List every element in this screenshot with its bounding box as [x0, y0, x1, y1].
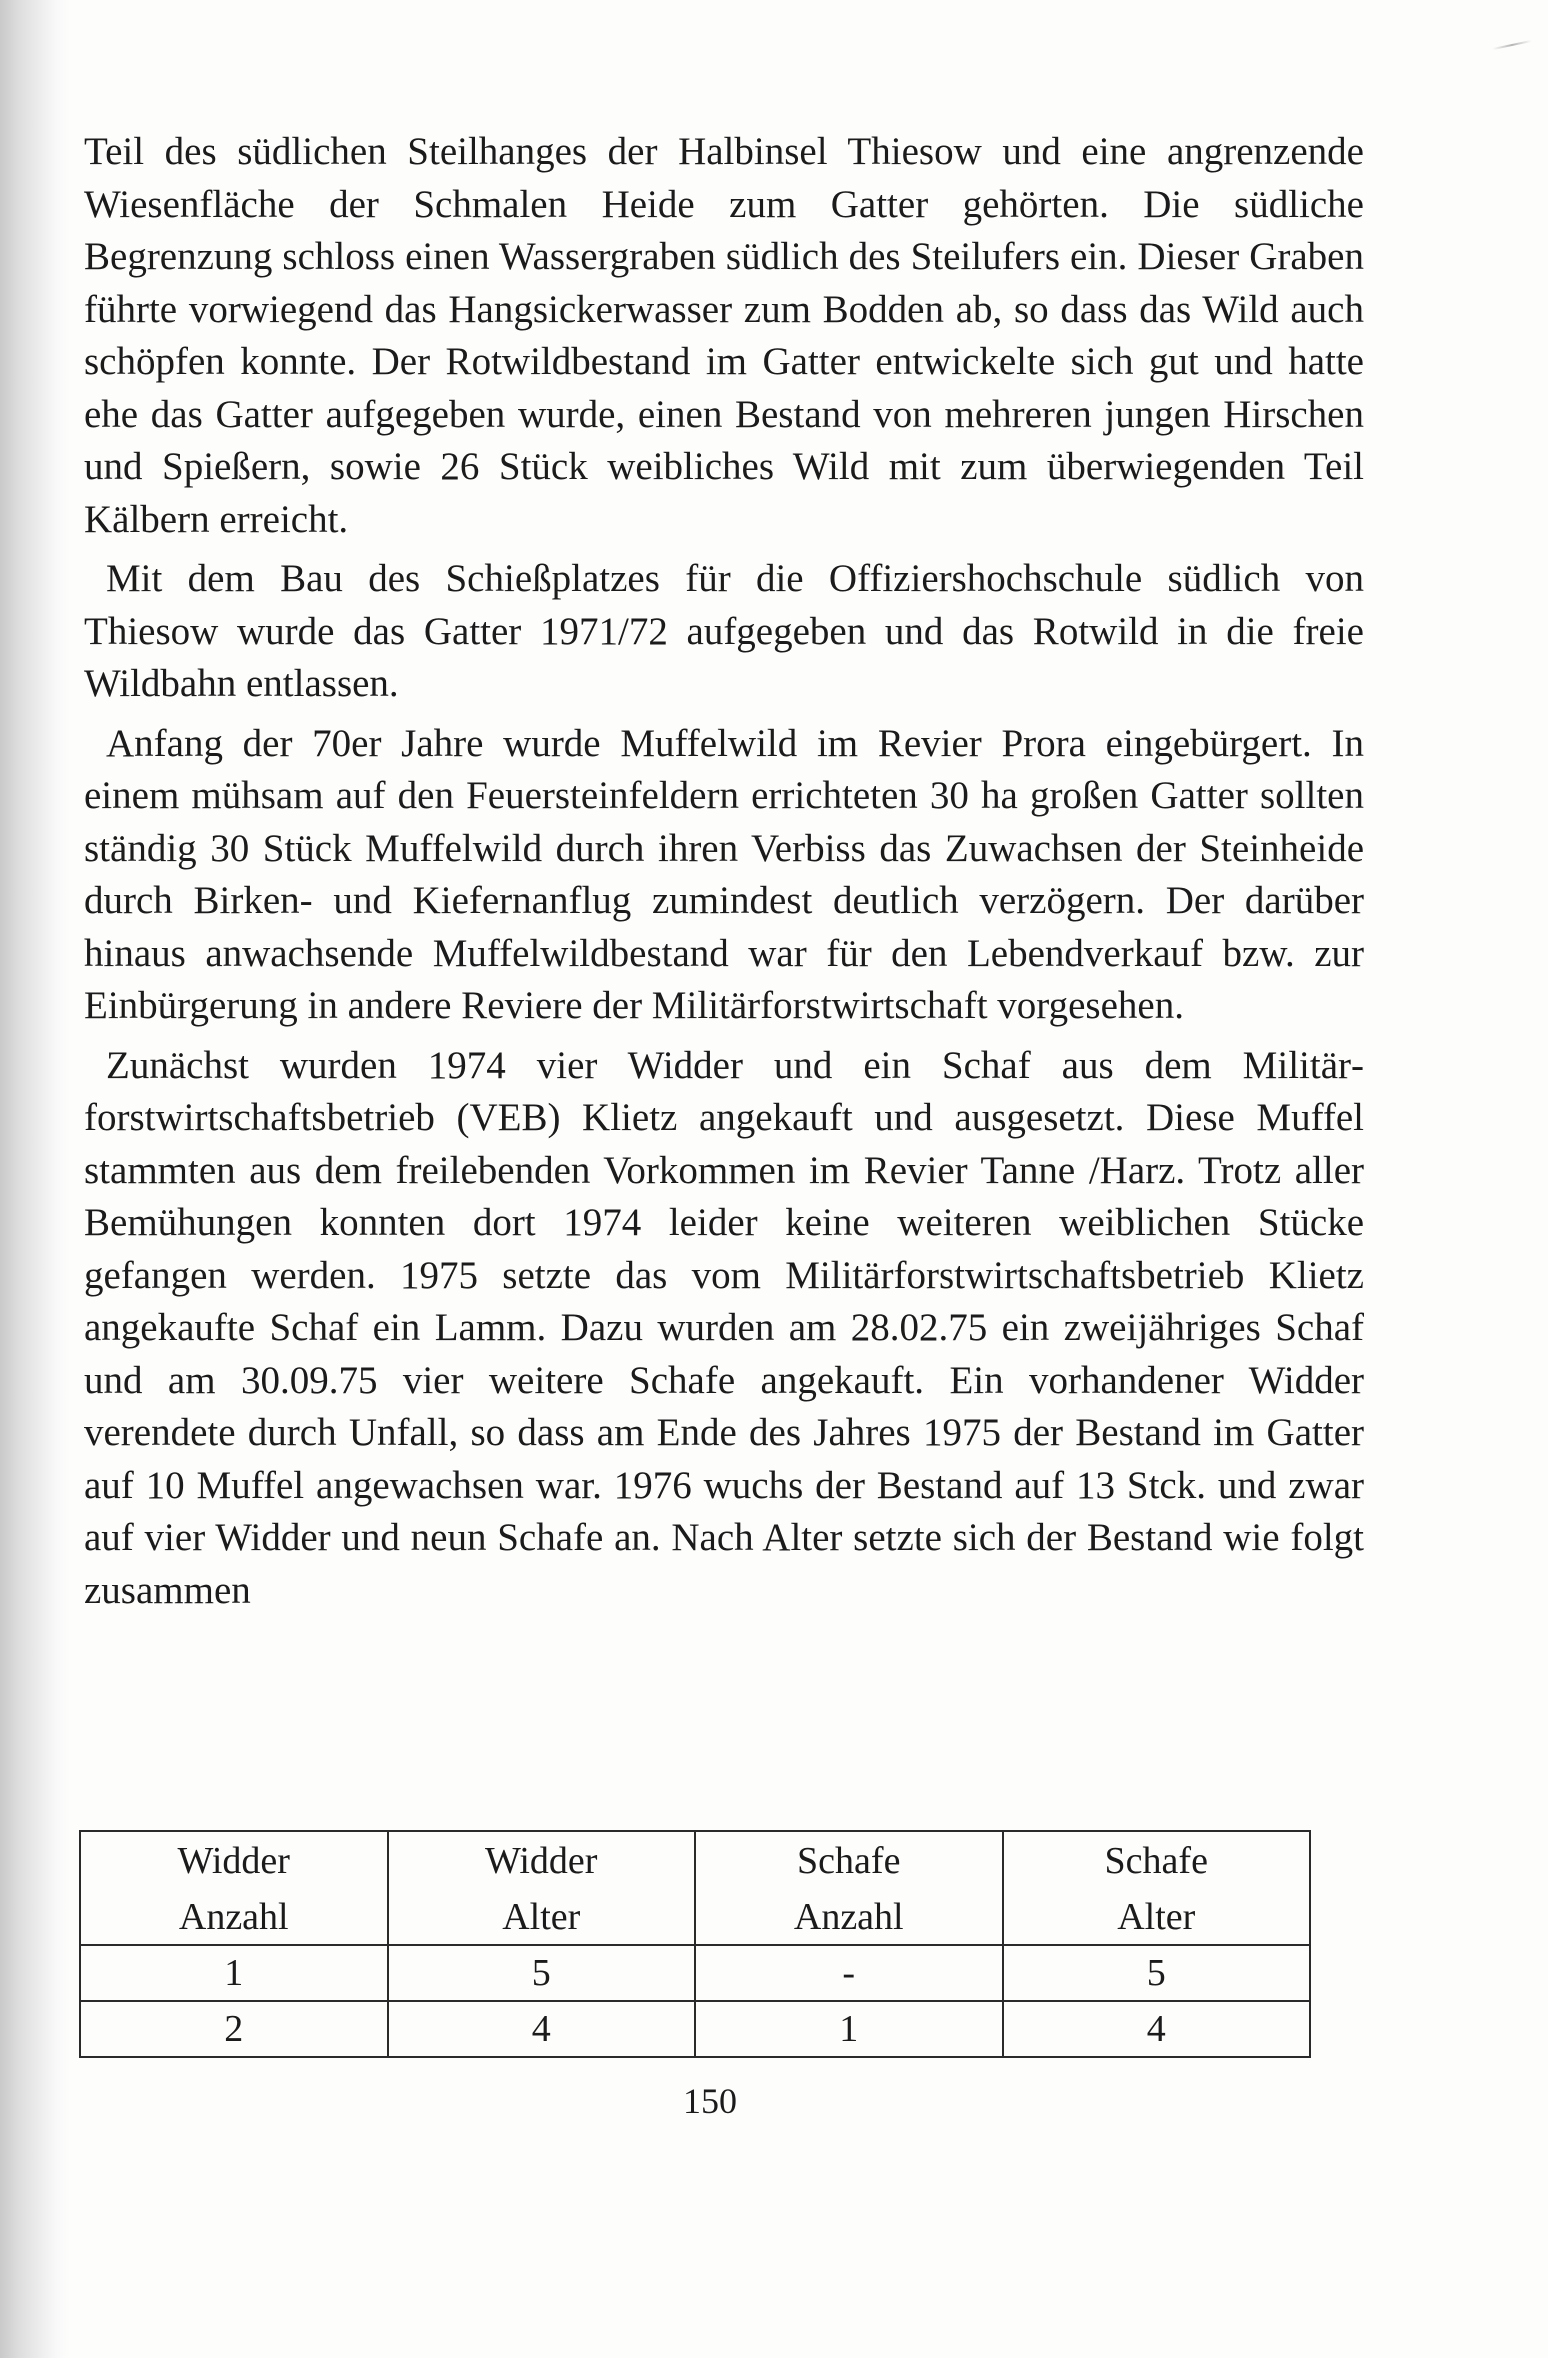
- table-header-row-bottom: [80, 1890, 1310, 1945]
- page-number: 150: [683, 2081, 737, 2121]
- scan-mark: [1492, 40, 1532, 50]
- table-cell: 5: [388, 1945, 696, 2001]
- table-cell: 1: [695, 2001, 1003, 2057]
- table-cell: 5: [1003, 1945, 1311, 2001]
- paragraph-1: Teil des südlichen Steilhanges der Halbinsel Thiesow und eine angrenzende Wiesenfläche der Schmalen Heide zum Gatter gehörten. Die südliche Begrenzung schloss einen Wassergraben südlich des Steilufers ein. Dieser Graben führte vorwiegend das Hangsickerwasser zum Bodden ab, so dass das Wild auch schöpfen konnte. Der Rotwildbestand im Gatter entwickelte sich gut und hatte ehe das Gatter aufgegeben wurde, einen Bestand von mehreren jungen Hirschen und Spießern, sowie 26 Stück weibliches Wild mit zum überwiegenden Teil Kälbern erreicht.: [84, 130, 1364, 541]
- table-header-cell: Anzahl: [695, 1890, 1003, 1945]
- table-cell: 4: [388, 2001, 696, 2057]
- table-header-cell: Schafe: [695, 1831, 1003, 1890]
- body-text: [84, 126, 1364, 1624]
- table-header-row-top: [80, 1831, 1310, 1890]
- paragraph-2: Mit dem Bau des Schießplatzes für die Offiziershochschule südlich von Thiesow wurde das Gatter 1971/72 aufgegeben und das Rotwild in die freie Wildbahn entlassen.: [84, 557, 1364, 705]
- table-cell: 1: [80, 1945, 388, 2001]
- table-header-cell: Alter: [388, 1890, 696, 1945]
- table-header-cell: Schafe: [1003, 1831, 1311, 1890]
- table-header-cell: Alter: [1003, 1890, 1311, 1945]
- stock-table: [79, 1830, 1311, 2058]
- table-cell: 4: [1003, 2001, 1311, 2057]
- table-row: [80, 1945, 1310, 2001]
- table-cell: 2: [80, 2001, 388, 2057]
- table-header-cell: Widder: [388, 1831, 696, 1890]
- table-cell: -: [695, 1945, 1003, 2001]
- table-header-cell: Widder: [80, 1831, 388, 1890]
- gutter-shadow: [0, 0, 70, 2358]
- stock-table-wrapper: [79, 1830, 1311, 2058]
- table-row: [80, 2001, 1310, 2057]
- paragraph-3: Anfang der 70er Jahre wurde Muffelwild im Revier Prora eingebürgert. In einem mühsam auf den Feuersteinfeldern errichteten 30 ha großen Gatter sollten ständig 30 Stück Muffelwild durch ihren Verbiss das Zuwachsen der Steinheide durch Birken- und Kiefernanflug zumindest deutlich verzögern. Der darüber hinaus anwachsende Muffelwildbestand war für den Lebendverkauf bzw. zur Einbürgerung in andere Reviere der Militärforstwirtschaft vorgesehen.: [84, 721, 1364, 1027]
- table-header-cell: Anzahl: [80, 1890, 388, 1945]
- paragraph-4: Zunächst wurden 1974 vier Widder und ein Schaf aus dem Militärforstwirtschaftsbetrieb (VEB) Klietz angekauft und ausgesetzt. Diese Muffel stammten aus dem freilebenden Vorkommen im Revier Tanne /Harz. Trotz aller Bemühungen konnten dort 1974 leider keine weiteren weiblichen Stücke gefangen werden. 1975 setzte das vom Militärforstwirtschaftsbetrieb Klietz angekaufte Schaf ein Lamm. Dazu wurden am 28.02.75 ein zweijähriges Schaf und am 30.09.75 vier weitere Schafe angekauft. Ein vorhandener Widder verendete durch Unfall, so dass am Ende des Jahres 1975 der Bestand im Gatter auf 10 Muffel angewachsen war. 1976 wuchs der Bestand auf 13 Stck. und zwar auf vier Widder und neun Schafe an. Nach Alter setzte sich der Bestand wie folgt zusammen: [84, 1043, 1364, 1612]
